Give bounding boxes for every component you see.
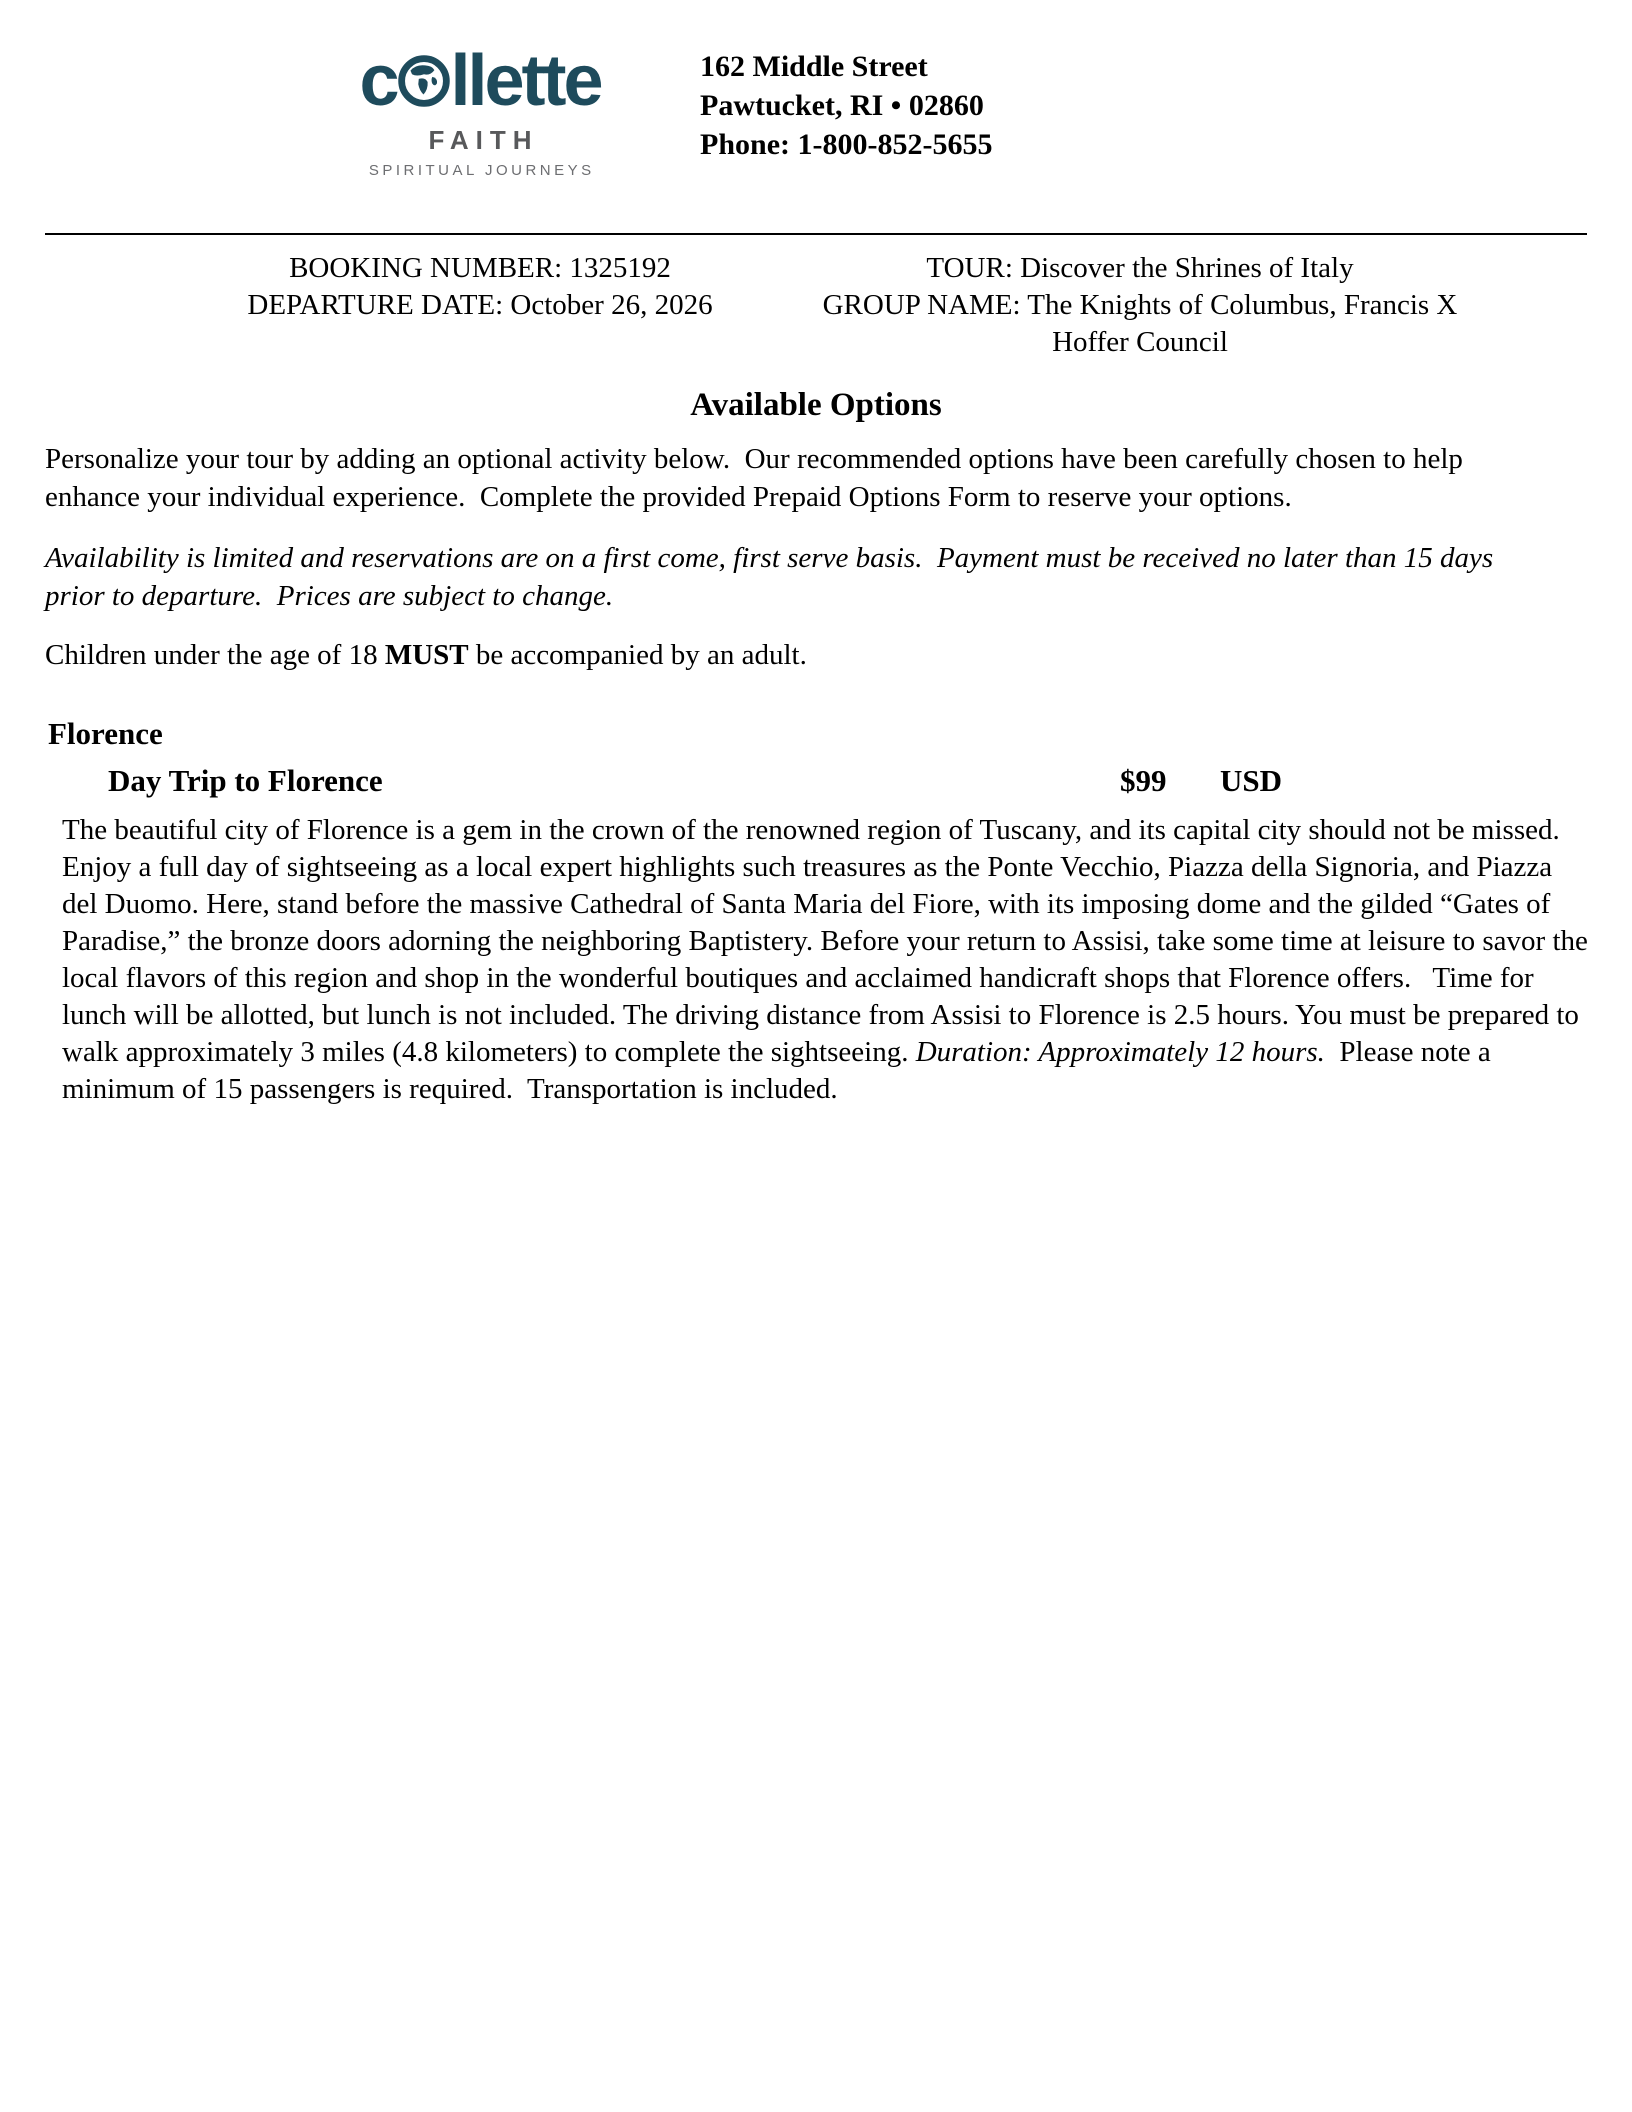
logo-faith-label: FAITH (428, 125, 539, 155)
letterhead (340, 41, 1632, 179)
globe-icon (398, 55, 450, 107)
children-note-prefix: Children under the age of 18 (45, 639, 385, 671)
collette-faith-logo (340, 41, 620, 179)
booking-number: BOOKING NUMBER: 1325192 (289, 252, 671, 284)
divider-line (45, 233, 1587, 235)
children-note (45, 637, 1632, 674)
option-title: Day Trip to Florence (108, 763, 383, 798)
children-note-suffix: be accompanied by an adult. (468, 639, 807, 671)
booking-info-left (150, 250, 810, 361)
logo-letters-llette: llette (450, 41, 601, 121)
florence-section (0, 716, 1632, 1108)
children-note-must: MUST (384, 639, 469, 671)
departure-date: DEPARTURE DATE: October 26, 2026 (247, 289, 713, 321)
city-heading: Florence (48, 716, 163, 751)
description-duration: Duration: Approximately 12 hours. (915, 1036, 1325, 1068)
booking-info-right (810, 250, 1470, 361)
option-row (108, 763, 1632, 803)
group-name: GROUP NAME: The Knights of Columbus, Francis X Hoffer Council (822, 289, 1458, 358)
option-currency: USD (1220, 763, 1283, 798)
option-description (62, 812, 1596, 1108)
logo-tagline: SPIRITUAL JOURNEYS (368, 162, 595, 179)
logo-wordmark (340, 41, 620, 121)
intro-paragraph: Personalize your tour by adding an optional activity below. Our recommended options have been carefully chosen to help enhance your individual experience. Complete the provided Prepaid Options Form to reserve your options. (45, 443, 1471, 513)
address-city: Pawtucket, RI • 02860 (700, 89, 984, 122)
tour-name: TOUR: Discover the Shrines of Italy (926, 252, 1354, 284)
booking-info (0, 250, 1632, 361)
address-street: 162 Middle Street (700, 50, 928, 83)
availability-note: Availability is limited and reservations are on a first come, first serve basis. Payment must be received no later than 15 days prior to departure. Prices are subject to change. (45, 542, 1501, 612)
description-part1: The beautiful city of Florence is a gem in the crown of the renowned region of Tuscany, and its capital city should not be missed. Enjoy a full day of sightseeing as a local expert highlights such treasures as the Ponte Vecchio, Piazza della Signoria, and Piazza del Duomo. Here, stand before the massive Cathedral of Santa Maria del Fiore, with its imposing dome and the gilded “Gates of Paradise,” the bronze doors adorning the neighboring Baptistery. Before your return to Assisi, take some time at leisure to savor the local flavors of this region and shop in the wonderful boutiques and acclaimed handicraft shops that Florence offers. Time for lunch will be allotted, but lunch is not included. The driving distance from Assisi to Florence is 2.5 hours. You must be prepared to walk approximately 3 miles (4.8 kilometers) to complete the sightseeing. (62, 814, 1596, 1068)
option-price: $99 (1120, 763, 1167, 798)
logo-letter-c: c (359, 41, 397, 121)
description-part2: Please note a minimum of 15 passengers is required. Transportation is included. (62, 1036, 1499, 1105)
company-address (700, 45, 992, 179)
available-options-title: Available Options (690, 387, 942, 423)
address-phone: Phone: 1-800-852-5655 (700, 128, 993, 161)
